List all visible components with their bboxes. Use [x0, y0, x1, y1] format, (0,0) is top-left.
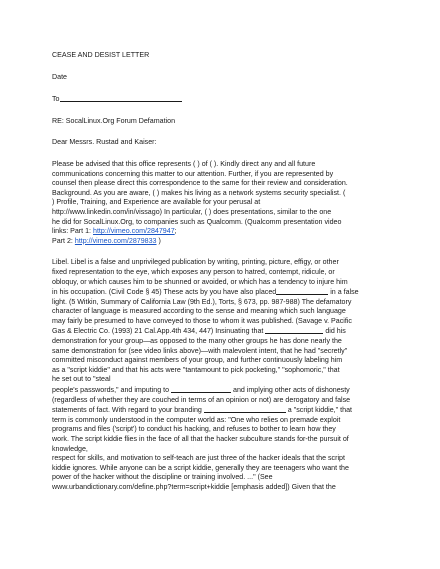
text-span: in a false	[328, 288, 359, 297]
text-line: same demonstration for (see video links above)—with malevolent intent, that he had "secretly"	[52, 346, 348, 355]
text-line: he did for SocalLinux.Org, to companies such as Qualcomm. (Qualcomm presentation video	[52, 217, 342, 226]
name-blank	[276, 287, 328, 295]
text-line: knowledge,	[52, 444, 88, 453]
text-span: ;	[174, 227, 177, 236]
text-line: www.urbandictionary.com/define.php?term=script+kiddie [emphasis added]) Given that the	[52, 482, 336, 491]
text-line: Background. As you are aware, ( ) makes his living as a network systems security specialist. (	[52, 188, 346, 197]
text-line	[52, 385, 391, 396]
date-label: Date	[52, 72, 67, 81]
text-span: in his occupation. (Civil Code § 45) These acts by you have also placed	[52, 288, 277, 297]
text-line: counsel then please direct this correspondence to the same for their review and consideration.	[52, 179, 348, 188]
letter-title: CEASE AND DESIST LETTER	[52, 51, 150, 59]
text-span: )	[156, 236, 161, 245]
text-line: he set out to "steal	[52, 375, 111, 384]
to-blank	[60, 94, 182, 102]
text-line: http://www.linkedin.com/in/vissago) In particular, ( ) does presentations, similar to the one	[52, 207, 332, 216]
text-span: did his	[323, 327, 346, 336]
text-line: communications concerning this matter to our attention. Further, if you are represented by	[52, 169, 334, 178]
text-line: term is commonly understood in the computer world as: "One who relies on premade exploit	[52, 415, 341, 424]
re-line: RE: SocalLinux.Org Forum Defamation	[52, 116, 176, 125]
text-line: work. The script kiddie flies in the face of all that the hacker subculture stands for-the pursuit of	[52, 435, 349, 443]
text-span: and implying other acts of dishonesty	[231, 386, 350, 395]
text-line	[52, 405, 391, 416]
text-line: respect for skills, and motivation to self-teach are just three of the hacker ideals that the script	[52, 454, 345, 463]
text-line: Please be advised that this office represents ( ) of ( ). Kindly direct any and all future	[52, 159, 316, 168]
name-blank	[171, 385, 231, 393]
name-blank	[265, 326, 323, 334]
text-line: ) Profile, Training, and Experience are available for your perusal at	[52, 198, 261, 207]
text-line: committed misconduct against members of your group, and further continuously labeling him	[52, 356, 343, 365]
text-line	[52, 227, 391, 237]
text-span: Gas & Electric Co. (1993) 21 Cal.App.4th 434, 447) Insinuating that	[52, 327, 264, 336]
text-line: as a "script kiddie" and that his acts were "tantamount to pick pocketing," "sophomoric," that	[52, 365, 340, 374]
name-blank	[204, 405, 286, 413]
text-line: (regardless of whether they are couched in terms of an opinion or not) are derogatory and false	[52, 395, 351, 404]
text-span: statements of fact. With regard to your branding	[52, 406, 202, 415]
paragraph-background	[52, 160, 391, 246]
salutation: Dear Messrs. Rustad and Kaiser:	[52, 138, 157, 147]
vimeo-part1-link[interactable]: http://vimeo.com/2847947	[93, 227, 175, 236]
text-line: power of the hacker without the discipline or training involved. ..." (See	[52, 473, 273, 482]
paragraph-libel	[52, 258, 391, 492]
text-span: links: Part 1:	[52, 227, 94, 236]
text-line	[52, 326, 391, 337]
text-line: character of language is measured according to the sense and meaning which such language	[52, 307, 346, 316]
text-line: demonstration for your group—as opposed to the many other groups he has done nearly the	[52, 337, 342, 346]
text-line: light. (5 Witkin, Summary of California Law (9th Ed.), Torts, § 673, pp. 987-988) The defamatory	[52, 297, 352, 306]
text-span: a "script kiddie," that	[285, 406, 352, 415]
text-line: fixed representation to the eye, which exposes any person to hatred, contempt, ridicule, or	[52, 267, 335, 276]
vimeo-part2-link[interactable]: http://vimeo.com/2879833	[74, 236, 157, 245]
text-line	[52, 237, 391, 247]
text-line: may fairly be presumed to have conveyed to those to whom it was published. (Savage v. Pacific	[52, 316, 352, 325]
text-line: Libel. Libel is a false and unprivileged publication by writing, printing, picture, effigy, or other	[52, 258, 339, 267]
text-line: programs and files ('script') to conduct his hacking, and refuses to bother to learn how they	[52, 425, 336, 434]
text-span: Part 2:	[52, 236, 75, 245]
letter-body	[52, 51, 391, 493]
text-line	[52, 287, 391, 298]
to-line	[52, 94, 391, 105]
text-line: kiddie ignores. While anyone can be a script kiddie, generally they are teenagers who want the	[52, 463, 349, 472]
text-span: people's passwords," and imputing to	[52, 386, 170, 395]
to-label: To	[52, 95, 60, 104]
text-line: obloquy, or which causes him to be shunned or avoided, or which has a tendency to injure him	[52, 277, 348, 286]
